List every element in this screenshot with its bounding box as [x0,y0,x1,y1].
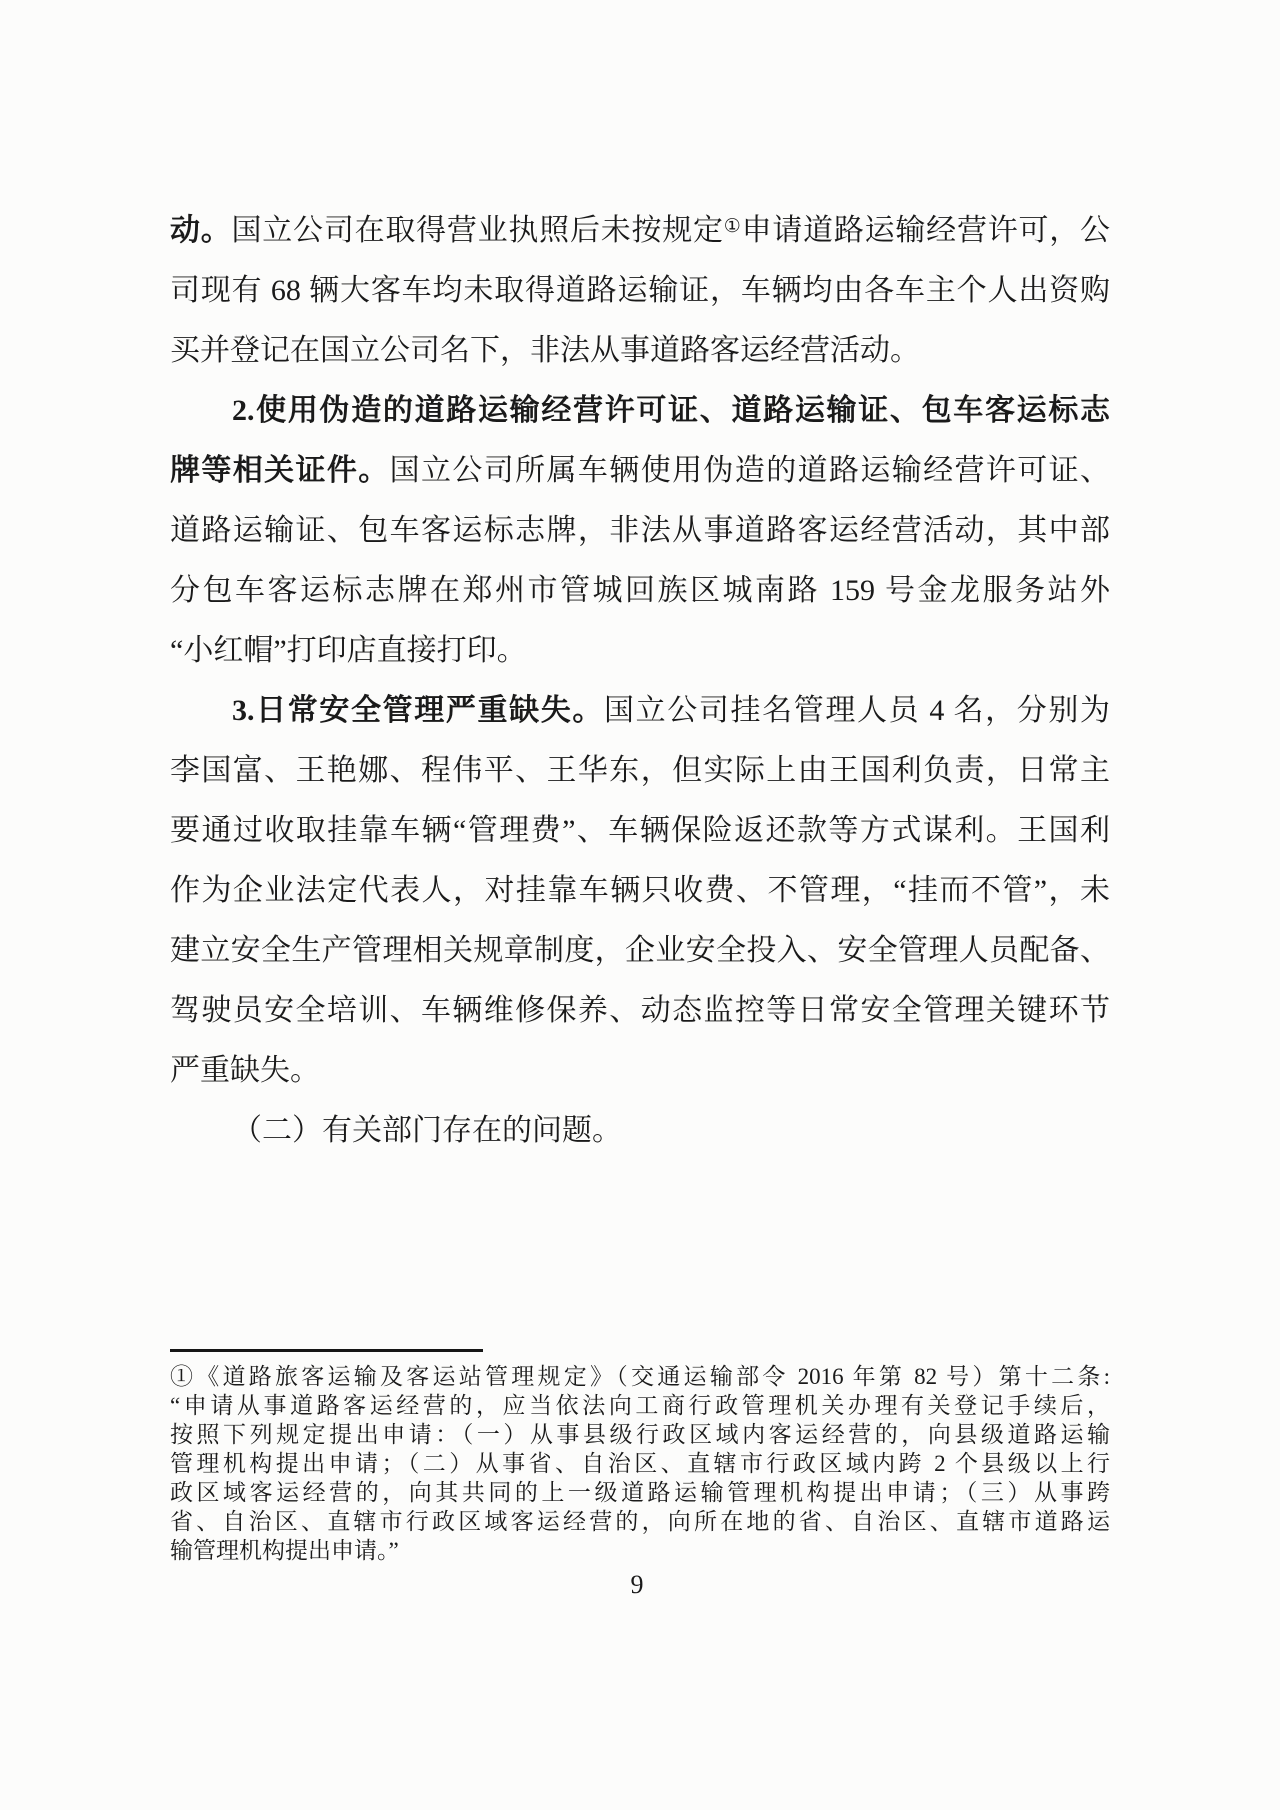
body-line [170,321,1110,381]
text-segment: 国立公司挂名管理人员 4 名，分别为 [604,694,1110,727]
text-segment: 李国富、王艳娜、程伟平、王华东，但实际上由王国利负责，日常主 [170,754,1110,787]
footnote-line [170,1449,1110,1478]
body-line [170,201,1110,261]
body-line [170,981,1110,1041]
text-segment: 国立公司所属车辆使用伪造的道路运输经营许可证、 [389,454,1111,487]
text-segment: “小红帽”打印店直接打印。 [170,634,527,667]
text-segment: 严重缺失。 [170,1054,320,1087]
footnote-line [170,1362,1110,1391]
text-segment: 管理机构提出申请；（二）从事省、自治区、直辖市行政区域内跨 2 个县级以上行 [170,1451,1110,1476]
text-segment: 驾驶员安全培训、车辆维修保养、动态监控等日常安全管理关键环节 [170,994,1110,1027]
body-text [170,201,1110,1161]
text-segment: 申请道路运输经营许可，公 [741,214,1111,247]
body-line [170,501,1110,561]
text-segment: 国立公司在取得营业执照后未按规定 [231,214,724,247]
text-segment: 要通过收取挂靠车辆“管理费”、车辆保险返还款等方式谋利。王国利 [170,814,1110,847]
body-line [170,861,1110,921]
body-line [170,621,1110,681]
text-segment: 3.日常安全管理严重缺失。 [232,694,604,727]
footnote-line [170,1478,1110,1507]
body-line [170,441,1110,501]
body-line [170,381,1110,441]
text-segment: 政区域客运经营的，向其共同的上一级道路运输管理机构提出申请；（三）从事跨 [170,1480,1110,1505]
footnote-ref-marker: ① [723,216,742,237]
text-segment: 建立安全生产管理相关规章制度，企业安全投入、安全管理人员配备、 [170,934,1110,967]
text-segment: （二）有关部门存在的问题。 [232,1114,622,1147]
text-segment: 作为企业法定代表人，对挂靠车辆只收费、不管理，“挂而不管”，未 [170,874,1110,907]
body-line [170,801,1110,861]
footnote-line [170,1391,1110,1420]
body-line [170,681,1110,741]
body-line [170,561,1110,621]
text-segment: 买并登记在国立公司名下，非法从事道路客运经营活动。 [170,334,920,367]
body-line [170,1101,1110,1161]
text-segment: 牌等相关证件。 [170,454,390,487]
text-segment: 司现有 68 辆大客车均未取得道路运输证，车辆均由各车主个人出资购 [170,274,1110,307]
text-segment: ①《道路旅客运输及客运站管理规定》（交通运输部令 2016 年第 82 号）第十二条: [170,1364,1110,1389]
footnote-separator [170,1349,483,1352]
body-line [170,261,1110,321]
text-segment: 动。 [170,214,232,247]
body-line [170,1041,1110,1101]
text-segment: 2.使用伪造的道路运输经营许可证、道路运输证、包车客运标志 [232,394,1110,427]
footnote-text [170,1362,1110,1565]
page-number: 9 [630,1570,644,1599]
body-line [170,741,1110,801]
text-segment: “申请从事道路客运经营的，应当依法向工商行政管理机关办理有关登记手续后， [170,1393,1110,1418]
footnote-line [170,1507,1110,1536]
text-segment: 分包车客运标志牌在郑州市管城回族区城南路 159 号金龙服务站外 [170,574,1110,607]
text-segment: 省、自治区、直辖市行政区域客运经营的，向所在地的省、自治区、直辖市道路运 [170,1509,1110,1534]
text-segment: 按照下列规定提出申请：（一）从事县级行政区域内客运经营的，向县级道路运输 [170,1422,1110,1447]
footnote-line [170,1420,1110,1449]
text-segment: 输管理机构提出申请。” [170,1538,399,1563]
text-segment: 道路运输证、包车客运标志牌，非法从事道路客运经营活动，其中部 [170,514,1110,547]
body-line [170,921,1110,981]
footnote-line [170,1536,1110,1565]
